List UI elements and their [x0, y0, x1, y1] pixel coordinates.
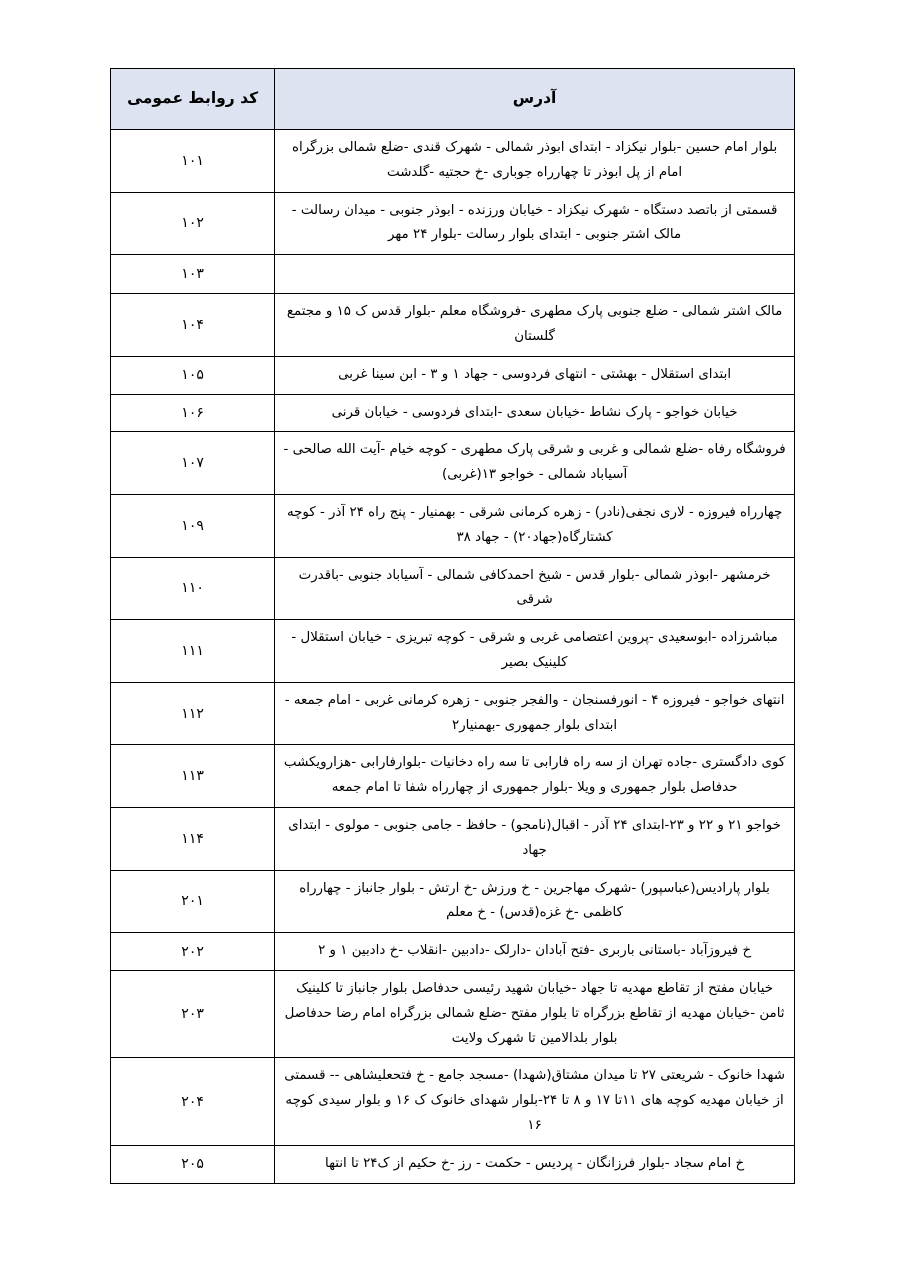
cell-code: ۱۰۶ — [111, 394, 275, 432]
cell-code: ۱۱۱ — [111, 620, 275, 683]
table-row — [111, 933, 795, 971]
table-row — [111, 356, 795, 394]
cell-code: ۱۱۳ — [111, 745, 275, 808]
cell-code: ۲۰۴ — [111, 1058, 275, 1145]
table-row — [111, 1145, 795, 1183]
table-row — [111, 432, 795, 495]
cell-code: ۱۰۳ — [111, 255, 275, 294]
cell-address: خواجو ۲۱ و ۲۲ و ۲۳-ابتدای ۲۴ آذر - اقبال(نامجو) - حافظ - جامی جنوبی - مولوی - ابتدای جهاد — [275, 807, 795, 870]
table-row — [111, 807, 795, 870]
cell-code: ۱۰۵ — [111, 356, 275, 394]
table-header — [111, 69, 795, 130]
cell-address: چهارراه فیروزه - لاری نجفی(نادر) - زهره کرمانی شرقی - بهمنیار - پنج راه ۲۴ آذر - کوچه کشتارگاه(جهاد۲۰) - جهاد ۳۸ — [275, 494, 795, 557]
cell-address: خرمشهر -ابوذر شمالی -بلوار قدس - شیخ احمدکافی شمالی - آسیاباد جنوبی -باقدرت شرقی — [275, 557, 795, 620]
table-row — [111, 557, 795, 620]
table-row — [111, 294, 795, 357]
table-row — [111, 970, 795, 1057]
cell-code: ۲۰۵ — [111, 1145, 275, 1183]
cell-address: کوی دادگستری -جاده تهران از سه راه فارابی تا سه راه دخانیات -بلوارفارابی -هزارویکشب حدفاصل بلوار جمهوری و ویلا -بلوار جمهوری از چهارراه شفا تا امام جمعه — [275, 745, 795, 808]
cell-address: خیابان مفتح از تقاطع مهدیه تا جهاد -خیابان شهید رئیسی حدفاصل بلوار جانباز تا کلینیک ثامن -خیابان مهدیه از تقاطع بزرگراه تا بلوار مفتح -ضلع شمالی بزرگراه امام رضا حدفاصل بلوار بلدالامین تا شهرک ولایت — [275, 970, 795, 1057]
table-row — [111, 682, 795, 745]
cell-code: ۲۰۱ — [111, 870, 275, 933]
cell-code: ۱۱۰ — [111, 557, 275, 620]
cell-address: انتهای خواجو - فیروزه ۴ - انورفسنجان - والفجر جنوبی - زهره کرمانی غربی - امام جمعه - ابتدای بلوار جمهوری -بهمنیار۲ — [275, 682, 795, 745]
table-row — [111, 620, 795, 683]
table-row — [111, 394, 795, 432]
column-header-address: آدرس — [275, 69, 795, 130]
table-row — [111, 745, 795, 808]
cell-code: ۱۰۴ — [111, 294, 275, 357]
cell-address: مباشرزاده -ابوسعیدی -پروین اعتصامی غربی و شرقی - کوچه تبریزی - خیابان استقلال - کلینیک بصیر — [275, 620, 795, 683]
cell-code: ۱۱۲ — [111, 682, 275, 745]
cell-address: شهدا خانوک - شریعتی ۲۷ تا میدان مشتاق(شهدا) -مسجد جامع - خ فتحعلیشاهی -- قسمتی از خیابان مهدیه کوچه های ۱۱تا ۱۷ و ۸ تا ۲۴-بلوار شهدای خانوک ک ۱۶ و بلوار سیدی کوچه ۱۶ — [275, 1058, 795, 1145]
cell-code: ۱۰۱ — [111, 130, 275, 193]
cell-code: ۱۱۴ — [111, 807, 275, 870]
cell-address: بلوار امام حسین -بلوار نیکزاد - ابتدای ابوذر شمالی - شهرک قندی -ضلع شمالی بزرگراه امام از پل ابوذر تا چهارراه جوباری -خ حجتیه -گلدشت — [275, 130, 795, 193]
cell-address: خ امام سجاد -بلوار فرزانگان - پردیس - حکمت - رز -خ حکیم از ک۲۴ تا انتها — [275, 1145, 795, 1183]
table-row — [111, 130, 795, 193]
cell-code: ۱۰۷ — [111, 432, 275, 495]
public-relations-address-table — [110, 68, 795, 1184]
cell-address: فروشگاه رفاه -ضلع شمالی و غربی و شرقی پارک مطهری - کوچه خیام -آیت الله صالحی - آسیاباد شمالی - خواجو ۱۳(غربی) — [275, 432, 795, 495]
cell-address: مالک اشتر شمالی - ضلع جنوبی پارک مطهری -فروشگاه معلم -بلوار قدس ک ۱۵ و مجتمع گلستان — [275, 294, 795, 357]
column-header-code: کد روابط عمومی — [111, 69, 275, 130]
table-row — [111, 255, 795, 294]
table-body — [111, 130, 795, 1184]
cell-code: ۱۰۹ — [111, 494, 275, 557]
table-header-row — [111, 69, 795, 130]
table-row — [111, 494, 795, 557]
cell-code: ۱۰۲ — [111, 192, 275, 255]
cell-address: خیابان خواجو - پارک نشاط -خیابان سعدی -ابتدای فردوسی - خیابان قرنی — [275, 394, 795, 432]
cell-address: ابتدای استقلال - بهشتی - انتهای فردوسی - جهاد ۱ و ۳ - ابن سینا غربی — [275, 356, 795, 394]
cell-address: بلوار پارادیس(عباسپور) -شهرک مهاجرین - خ ورزش -خ ارتش - بلوار جانباز - چهارراه کاظمی -خ غزه(قدس) - خ معلم — [275, 870, 795, 933]
cell-address — [275, 255, 795, 294]
cell-code: ۲۰۲ — [111, 933, 275, 971]
table-row — [111, 1058, 795, 1145]
cell-address: خ فیروزآباد -باستانی باربری -فتح آبادان -دارلک -دادبین -انقلاب -خ دادبین ۱ و ۲ — [275, 933, 795, 971]
cell-address: قسمتی از باتصد دستگاه - شهرک نیکزاد - خیابان ورزنده - ابوذر جنوبی - میدان رسالت - مالک اشتر جنوبی - ابتدای بلوار رسالت -بلوار ۲۴ مهر — [275, 192, 795, 255]
table-row — [111, 192, 795, 255]
table-row — [111, 870, 795, 933]
cell-code: ۲۰۳ — [111, 970, 275, 1057]
